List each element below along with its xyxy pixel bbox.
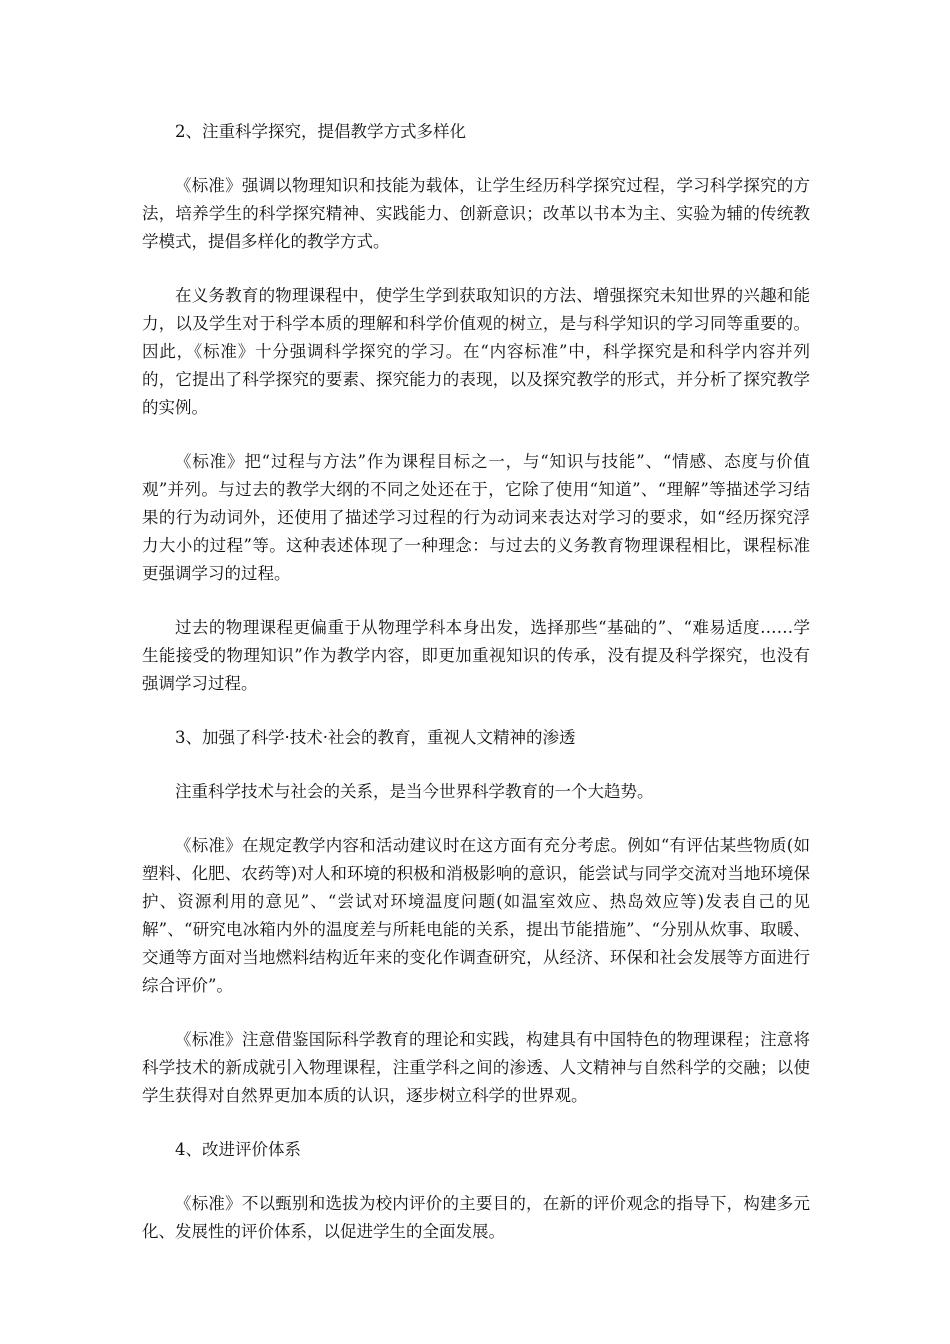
paragraph: 《标准》强调以物理知识和技能为载体，让学生经历科学探究过程，学习科学探究的方法，培养学生的科学探究精神、实践能力、创新意识；改革以书本为主、实验为辅的传统教学模式，提倡多样化的教学方式。 [142, 176, 810, 251]
section-heading-2: 2、注重科学探究，提倡教学方式多样化 [175, 122, 466, 141]
paragraph: 过去的物理课程更偏重于从物理学科本身出发，选择那些“基础的”、“难易适度……学生能接受的物理知识”作为教学内容，即更加重视知识的传承，没有提及科学探究，也没有强调学习过程。 [142, 618, 810, 693]
paragraph: 《标准》不以甄别和选拔为校内评价的主要目的，在新的评价观念的指导下，构建多元化、发展性的评价体系，以促进学生的全面发展。 [142, 1194, 810, 1241]
paragraph: 在义务教育的物理课程中，使学生学到获取知识的方法、增强探究未知世界的兴趣和能力，以及学生对于科学本质的理解和科学价值观的树立，是与科学知识的学习同等重要的。因此，《标准》十分强调科学探究的学习。在“内容标准”中，科学探究是和科学内容并列的，它提出了科学探究的要素、探究能力的表现，以及探究教学的形式，并分析了探究教学的实例。 [142, 286, 810, 417]
paragraph: 注重科学技术与社会的关系，是当今世界科学教育的一个大趋势。 [175, 782, 654, 801]
section-heading-3: 3、加强了科学·技术·社会的教育，重视人文精神的渗透 [175, 728, 576, 747]
section-heading-4: 4、改进评价体系 [175, 1140, 301, 1159]
paragraph: 《标准》把“过程与方法”作为课程目标之一，与“知识与技能”、“情感、态度与价值观”并列。与过去的教学大纲的不同之处还在于，它除了使用“知道”、“理解”等描述学习结果的行为动词外，还使用了描述学习过程的行为动词来表达对学习的要求，如“经历探究浮力大小的过程”等。这种表述体现了一种理念：与过去的义务教育物理课程相比，课程标准更强调学习的过程。 [142, 452, 810, 583]
paragraph: 《标准》在规定教学内容和活动建议时在这方面有充分考虑。例如“有评估某些物质(如塑料、化肥、农药等)对人和环境的积极和消极影响的意识，能尝试与同学交流对当地环境保护、资源利用的意见”、“尝试对环境温度问题(如温室效应、热岛效应等)发表自己的见解”、“研究电冰箱内外的温度差与所耗电能的关系，提出节能措施”、“分别从炊事、取暖、交通等方面对当地燃料结构近年来的变化作调查研究，从经济、环保和社会发展等方面进行综合评价”。 [142, 836, 810, 995]
document-body [142, 118, 810, 1272]
paragraph: 《标准》注意借鉴国际科学教育的理论和实践，构建具有中国特色的物理课程；注意将科学技术的新成就引入物理课程，注重学科之间的渗透、人文精神与自然科学的交融；以使学生获得对自然界更加本质的认识，逐步树立科学的世界观。 [142, 1030, 810, 1105]
